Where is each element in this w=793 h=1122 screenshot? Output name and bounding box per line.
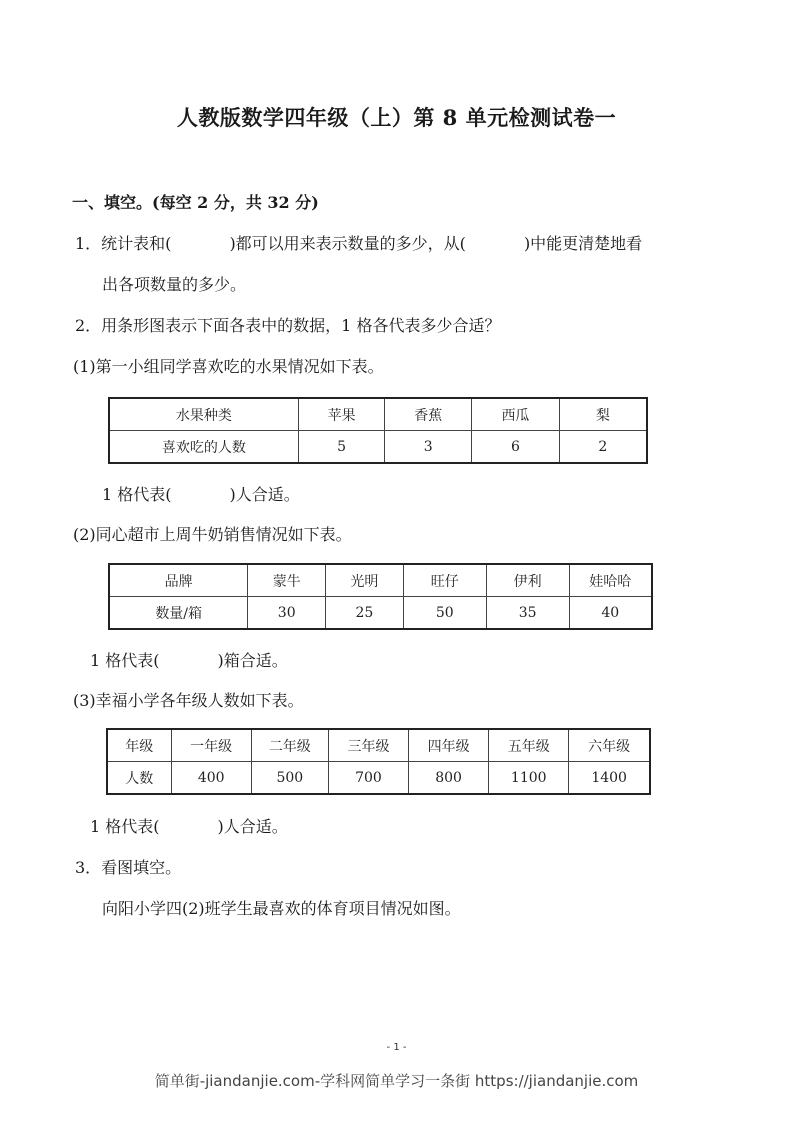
- question-1-text-c: )中能更清楚地看: [523, 234, 643, 253]
- page-number: - 1 -: [386, 1042, 407, 1053]
- question-1-line-1: [75, 231, 642, 254]
- question-1-text-a: 1．统计表和(: [75, 234, 172, 253]
- question-2-stem: 2．用条形图表示下面各表中的数据，1 格各代表多少合适？: [75, 316, 501, 335]
- question-1-text-b: )都可以用来表示数量的多少，从(: [229, 234, 466, 253]
- table-cell: 1100: [489, 762, 569, 795]
- table-cell: 25: [326, 597, 404, 630]
- page-title: 人教版数学四年级（上）第 8 单元检测试卷一: [176, 105, 617, 130]
- question-3-description: 向阳小学四(2)班学生最喜欢的体育项目情况如图。: [102, 899, 461, 918]
- table-cell: 光明: [326, 564, 404, 597]
- table-cell: 50: [403, 597, 486, 630]
- table-cell: 一年级: [171, 729, 251, 762]
- table-cell: 四年级: [409, 729, 489, 762]
- table-cell: 蒙牛: [248, 564, 326, 597]
- answer-suffix: )人合适。: [217, 817, 288, 836]
- table-cell: 苹果: [298, 398, 385, 431]
- table-cell: 2: [559, 431, 647, 464]
- question-2-1-answer: [102, 482, 300, 505]
- question-3-stem: 3．看图填空。: [75, 858, 182, 877]
- table-cell: 年级: [107, 729, 171, 762]
- table-cell: 旺仔: [403, 564, 486, 597]
- answer-prefix: 1 格代表(: [102, 485, 172, 504]
- table-cell: 500: [251, 762, 328, 795]
- table-cell: 800: [409, 762, 489, 795]
- table-row: [109, 597, 652, 630]
- milk-sales-table: [108, 563, 653, 630]
- table-cell: 400: [171, 762, 251, 795]
- question-2-3-label: (3)幸福小学各年级人数如下表。: [73, 691, 304, 710]
- grade-population-table: [106, 728, 651, 795]
- answer-suffix: )箱合适。: [217, 651, 288, 670]
- table-cell: 35: [486, 597, 569, 630]
- answer-prefix: 1 格代表(: [90, 651, 160, 670]
- table-cell: 二年级: [251, 729, 328, 762]
- table-cell: 1400: [569, 762, 650, 795]
- table-cell: 40: [569, 597, 652, 630]
- table-header-row: [107, 729, 650, 762]
- answer-prefix: 1 格代表(: [90, 817, 160, 836]
- question-2-2-answer: [90, 648, 288, 671]
- table-cell: 香蕉: [385, 398, 472, 431]
- table-cell: 三年级: [328, 729, 408, 762]
- question-2-1-label: (1)第一小组同学喜欢吃的水果情况如下表。: [73, 357, 384, 376]
- table-cell: 人数: [107, 762, 171, 795]
- table-cell: 伊利: [486, 564, 569, 597]
- table-cell: 30: [248, 597, 326, 630]
- table-cell: 六年级: [569, 729, 650, 762]
- question-2-2-label: (2)同心超市上周牛奶销售情况如下表。: [73, 525, 352, 544]
- table-header-row: [109, 398, 647, 431]
- table-cell: 五年级: [489, 729, 569, 762]
- table-cell: 品牌: [109, 564, 248, 597]
- question-1-line-2: 出各项数量的多少。: [102, 275, 247, 294]
- table-cell: 数量/箱: [109, 597, 248, 630]
- table-row: [109, 431, 647, 464]
- table-cell: 水果种类: [109, 398, 298, 431]
- question-2-3-answer: [90, 814, 288, 837]
- section-heading-fill-blank: 一、填空。(每空 2 分，共 32 分): [72, 193, 319, 212]
- table-row: [107, 762, 650, 795]
- table-cell: 700: [328, 762, 408, 795]
- footer-watermark: 简单街-jiandanjie.com-学科网简单学习一条街 https://jiandanjie.com: [154, 1072, 639, 1090]
- table-cell: 3: [385, 431, 472, 464]
- table-cell: 梨: [559, 398, 647, 431]
- table-cell: 5: [298, 431, 385, 464]
- table-cell: 西瓜: [472, 398, 560, 431]
- table-cell: 6: [472, 431, 560, 464]
- fruit-table: [108, 397, 648, 464]
- table-cell: 喜欢吃的人数: [109, 431, 298, 464]
- table-cell: 娃哈哈: [569, 564, 652, 597]
- answer-suffix: )人合适。: [229, 485, 300, 504]
- table-header-row: [109, 564, 652, 597]
